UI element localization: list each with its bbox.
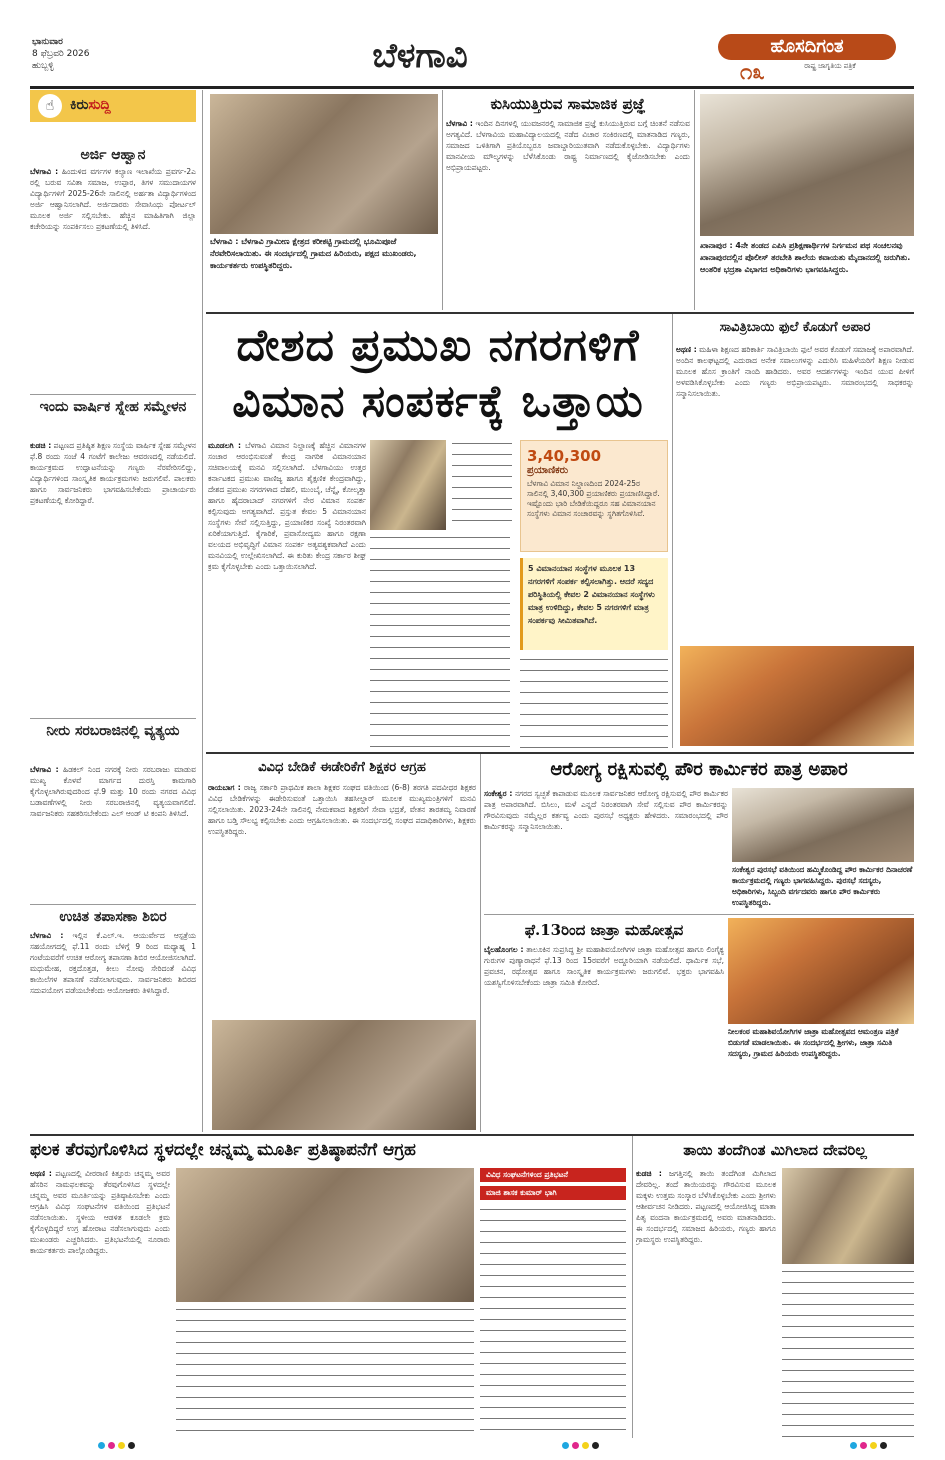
- brief-text: ಪಟ್ಟಣದ ಪ್ರತಿಷ್ಠಿತ ಶಿಕ್ಷಣ ಸಂಸ್ಥೆಯ ವಾರ್ಷಿಕ ಸ್ನೇಹ ಸಮ್ಮೇಳನ ಫೆ.8 ರಂದು ಸಂಜೆ 4 ಗಂಟೆಗೆ ಕಾಲೇಜು ಆವರಣದಲ್ಲಿ ನಡೆಯಲಿದೆ. ಕಾರ್ಯಕ್ರಮದ ಉದ್ಘಾಟನೆಯನ್ನು ಗಣ್ಯರು ನೆರವೇರಿಸಲಿದ್ದು, ವಿದ್ಯಾರ್ಥಿಗಳಿಂದ ಸಾಂಸ್ಕೃತಿಕ ಕಾರ್ಯಕ್ರಮಗಳು ಜರುಗಲಿವೆ. ಪಾಲಕರು ಹಾಗೂ ಸಾರ್ವಜನಿಕರು ಭಾಗವಹಿಸಬೇಕೆಂದು ಪ್ರಾಚಾರ್ಯರು ಪ್ರಕಟಣೆಯಲ್ಲಿ ಕೋರಿದ್ದಾರೆ.: [30, 441, 196, 505]
- page-number: ೧೩: [740, 60, 765, 85]
- dateline: ಅಥಣಿ :: [30, 1169, 52, 1178]
- kiru-label-a: ಕಿರು: [70, 97, 89, 113]
- brief-title: ನೀರು ಸರಬರಾಜಿನಲ್ಲಿ ವ್ಯತ್ಯಯ: [46, 723, 180, 739]
- photo-caption: ಖಾನಾಪುರ : 4ನೇ ತಂಡದ ಎಪಿಸಿ ಪ್ರಶಿಕ್ಷಣಾರ್ಥಿಗಳ ನಿರ್ಗಮನ ಪಥ ಸಂಚಲನವು ಖಾನಾಪುರದಲ್ಲಿನ ಪೊಲೀಸ್ ತರಬೇತಿ ಶಾಲೆಯ ಕವಾಯತು ಮೈದಾನದಲ್ಲಿ ಜರುಗಿತು. ಆಂತರಿಕ ಭದ್ರತಾ ವಿಭಾಗದ ಅಧಿಕಾರಿಗಳು ಭಾಗವಹಿಸಿದ್ದರು.: [700, 241, 911, 274]
- brief-body: [30, 764, 196, 900]
- print-registration-dots: [0, 1442, 945, 1452]
- divider: [30, 394, 196, 395]
- article-text: ತಾಲೂಕಿನ ಸುಪ್ರಸಿದ್ಧ ಶ್ರೀ ಮಹಾಶಿವಯೋಗಿಗಳ ಜಾತ್ರಾ ಮಹೋತ್ಸವ ಹಾಗೂ ಲಿಂಗೈಕ್ಯ ಗುರುಗಳ ಪುಣ್ಯಾರಾಧನೆ ಫೆ.13 ರಿಂದ 15ರವರೆಗೆ ಅದ್ದೂರಿಯಾಗಿ ನಡೆಯಲಿದೆ. ಧಾರ್ಮಿಕ ಸಭೆ, ಪ್ರವಚನ, ರಥೋತ್ಸವ ಹಾಗೂ ಸಾಂಸ್ಕೃತಿಕ ಕಾರ್ಯಕ್ರಮಗಳು ಜರುಗಲಿವೆ. ಭಕ್ತರು ಭಾಗವಹಿಸಿ ಯಶಸ್ವಿಗೊಳಿಸಬೇಕೆಂದು ಜಾತ್ರಾ ಸಮಿತಿ ಕೋರಿದೆ.: [484, 945, 724, 987]
- parents-event-photo: [782, 1168, 914, 1264]
- savitribai-event-photo: [680, 646, 914, 746]
- savitribai-headline: ಸಾವಿತ್ರಿಬಾಯಿ ಫುಲೆ ಕೊಡುಗೆ ಅಪಾರ: [719, 320, 871, 335]
- brief-body: [30, 440, 196, 714]
- brief-title: ಅರ್ಜಿ ಆಹ್ವಾನ: [80, 147, 146, 163]
- lead-body-col3: [520, 656, 668, 748]
- teachers-headline: ವಿವಿಧ ಬೇಡಿಕೆ ಈಡೇರಿಕೆಗೆ ಶಿಕ್ಷಕರ ಆಗ್ರಹ: [258, 760, 426, 775]
- teachers-memorandum-photo: [212, 1020, 476, 1130]
- dateline: ರಾಯಬಾಗ :: [208, 783, 241, 792]
- divider: [30, 904, 196, 905]
- lead-body-col2: [370, 534, 510, 748]
- brief-text: ಹಿಡಕಲ್ ನಿಂದ ನಗರಕ್ಕೆ ನೀರು ಸರಬರಾಜು ಮಾಡುವ ಮುಖ್ಯ ಕೊಳವೆ ಮಾರ್ಗದ ದುರಸ್ತಿ ಕಾಮಗಾರಿ ಕೈಗೊಳ್ಳಲಾಗಿರುವುದರಿಂದ ಫೆ.9 ಮತ್ತು 10 ರಂದು ನಗರದ ವಿವಿಧ ಬಡಾವಣೆಗಳಲ್ಲಿ ನೀರು ಸರಬರಾಜಿನಲ್ಲಿ ವ್ಯತ್ಯಯವಾಗಲಿದೆ. ಸಾರ್ವಜನಿಕರು ಸಹಕರಿಸಬೇಕೆಂದು ಎಲ್ ಆಂಡ್ ಟಿ ಕಂಪನಿ ತಿಳಿಸಿದೆ.: [30, 765, 196, 818]
- photo-caption: ಬೆಳಗಾವಿ : ಬೆಳಗಾವಿ ಗ್ರಾಮೀಣ ಕ್ಷೇತ್ರದ ಕರೀಕಟ್ಟಿ ಗ್ರಾಮದಲ್ಲಿ ಭೂಮಿಪೂಜೆ ನೆರವೇರಿಸಲಾಯಿತು. ಈ ಸಂದರ್ಭದಲ್ಲಿ ಗ್ರಾಮದ ಹಿರಿಯರು, ಪಕ್ಷದ ಮುಖಂಡರು, ಕಾರ್ಯಕರ್ತರು ಉಪಸ್ಥಿತರಿದ್ದರು.: [210, 237, 417, 270]
- column-rule: [480, 754, 481, 1132]
- lead-body-col1: [208, 440, 366, 748]
- dateline: ಬೈಲಹೊಂಗಲ :: [484, 945, 524, 954]
- lead-body-col2-top: [452, 440, 512, 530]
- section-rule: [30, 1134, 914, 1136]
- jatra-invitation-photo: [728, 918, 914, 1024]
- mugshot-photo: [370, 440, 446, 530]
- dateline: ಸಂಕೇಶ್ವರ :: [484, 789, 513, 798]
- article-text: ಜಗತ್ತಿನಲ್ಲಿ ತಾಯಿ ತಂದೆಗಿಂತ ಮಿಗಿಲಾದ ದೇವರಿಲ್ಲ. ತಂದೆ ತಾಯಿಯರನ್ನು ಗೌರವಿಸುವ ಮೂಲಕ ಮಕ್ಕಳು ಉತ್ತಮ ಸಂಸ್ಕಾರ ಬೆಳೆಸಿಕೊಳ್ಳಬೇಕು ಎಂದು ಶ್ರೀಗಳು ಆಶೀರ್ವಚನ ನೀಡಿದರು. ಪಟ್ಟಣದಲ್ಲಿ ಆಯೋಜಿಸಿದ್ದ ಮಾತಾ ಪಿತೃ ವಂದನಾ ಕಾರ್ಯಕ್ರಮದಲ್ಲಿ ಅವರು ಮಾತನಾಡಿದರು. ಈ ಸಂದರ್ಭದಲ್ಲಿ ಸಮಾಜದ ಹಿರಿಯರು, ಗಣ್ಯರು ಹಾಗೂ ಗ್ರಾಮಸ್ಥರು ಉಪಸ್ಥಿತರಿದ್ದರು.: [636, 1169, 776, 1244]
- workers-body: [484, 788, 728, 910]
- teachers-body: [208, 782, 476, 1016]
- chennamma-body-cont: [176, 1306, 474, 1438]
- savitribai-body: [676, 344, 914, 642]
- masthead-rule: [30, 86, 914, 89]
- jatra-body: [484, 944, 724, 1130]
- airline-highlight: 5 ವಿಮಾನಯಾನ ಸಂಸ್ಥೆಗಳ ಮೂಲಕ 13 ನಗರಗಳಿಗೆ ಸಂಪರ್ಕ ಕಲ್ಪಿಸಲಾಗಿತ್ತು. ಆದರೆ ಸದ್ಯದ ಪರಿಸ್ಥಿತಿಯಲ್ಲಿ ಕೇವಲ 2 ವಿಮಾನಯಾನ ಸಂಸ್ಥೆಗಳು ಮಾತ್ರ ಉಳಿದಿದ್ದು, ಕೇವಲ 5 ನಗರಗಳಿಗೆ ಮಾತ್ರ ಸಂಪರ್ಕವು ಸೀಮಿತವಾಗಿದೆ.: [528, 564, 655, 625]
- dateline: ಅಥಣಿ :: [676, 345, 697, 354]
- section-rule: [206, 752, 914, 754]
- photo-caption: ನೀಲಕಂಠ ಮಹಾಶಿವಯೋಗಿಗಳ ಜಾತ್ರಾ ಮಹೋತ್ಸವದ ಆಮಂತ್ರಣ ಪತ್ರಿಕೆ ಬಿಡುಗಡೆ ಮಾಡಲಾಯಿತು. ಈ ಸಂದರ್ಭದಲ್ಲಿ ಶ್ರೀಗಳು, ಜಾತ್ರಾ ಸಮಿತಿ ಸದಸ್ಯರು, ಗ್ರಾಮದ ಹಿರಿಯರು ಉಪಸ್ಥಿತರಿದ್ದರು.: [728, 1027, 899, 1058]
- passenger-stat-box: [520, 440, 668, 552]
- column-rule: [202, 90, 203, 1132]
- passenger-note: ಬೆಳಗಾವಿ ವಿಮಾನ ನಿಲ್ದಾಣದಿಂದ 2024-25ರ ಸಾಲಿನಲ್ಲಿ 3,40,300 ಪ್ರಯಾಣಿಕರು ಪ್ರಯಾಣಿಸಿದ್ದಾರೆ. ಇಷ್ಟೊಂದು ಭಾರಿ ಬೇಡಿಕೆಯಿದ್ದರೂ ಸಹ ವಿಮಾನಯಾನ ಸಂಸ್ಥೆಗಳು ವಿಮಾನ ಸಂಚಾರವನ್ನು ಸ್ಥಗಿತಗೊಳಿಸಿವೆ.: [527, 479, 660, 518]
- hand-pointer-icon: ☝: [38, 94, 62, 118]
- jatra-headline: ಫೆ.13ರಿಂದ ಜಾತ್ರಾ ಮಹೋತ್ಸವ: [524, 921, 684, 939]
- brief-title: ಇಂದು ವಾರ್ಷಿಕ ಸ್ನೇಹ ಸಮ್ಮೇಳನ: [39, 399, 187, 415]
- brief-title: ಉಚಿತ ತಪಾಸಣಾ ಶಿಬಿರ: [59, 909, 167, 925]
- dateline: ಕುಡಚಿ :: [636, 1169, 662, 1178]
- brief-dateline: ಬೆಳಗಾವಿ :: [30, 931, 64, 940]
- brief-dateline: ಕುಡಚಿ :: [30, 441, 52, 450]
- workers-headline: ಆರೋಗ್ಯ ರಕ್ಷಿಸುವಲ್ಲಿ ಪೌರ ಕಾರ್ಮಿಕರ ಪಾತ್ರ ಅಪಾರ: [550, 759, 848, 780]
- divider: [30, 718, 196, 719]
- kiru-suddi-banner: [30, 90, 196, 122]
- social-awareness-headline: ಕುಸಿಯುತ್ತಿರುವ ಸಾಮಾಜಿಕ ಪ್ರಜ್ಞೆ: [490, 95, 646, 113]
- column-rule: [632, 1136, 633, 1438]
- masthead-dateline: [32, 36, 162, 78]
- article-text: ಮಹಿಳಾ ಶಿಕ್ಷಣದ ಹರಿಕಾರ್ತಿ ಸಾವಿತ್ರಿಬಾಯಿ ಫುಲೆ ಅವರ ಕೊಡುಗೆ ಸಮಾಜಕ್ಕೆ ಅಪಾರವಾಗಿದೆ. ಅಂದಿನ ಕಾಲಘಟ್ಟದಲ್ಲಿ ಎದುರಾದ ಅನೇಕ ಸವಾಲುಗಳನ್ನು ಎದುರಿಸಿ ಮಹಿಳೆಯರಿಗೆ ಶಿಕ್ಷಣ ನೀಡುವ ಮೂಲಕ ಹೊಸ ಕ್ರಾಂತಿಗೆ ನಾಂದಿ ಹಾಡಿದರು. ಅವರ ಆದರ್ಶಗಳನ್ನು ಇಂದಿನ ಯುವ ಪೀಳಿಗೆ ಅಳವಡಿಸಿಕೊಳ್ಳಬೇಕು ಎಂದು ಗಣ್ಯರು ಅಭಿಪ್ರಾಯಪಟ್ಟರು. ಸಮಾರಂಭದಲ್ಲಿ ಸಾಧಕರನ್ನು ಸನ್ಮಾನಿಸಲಾಯಿತು.: [676, 345, 914, 398]
- article-text: ರಾಜ್ಯ ಸರ್ಕಾರಿ ಪ್ರಾಥಮಿಕ ಶಾಲಾ ಶಿಕ್ಷಕರ ಸಂಘದ ವತಿಯಿಂದ (6-8) ತರಗತಿ ಪದವೀಧರ ಶಿಕ್ಷಕರ ವಿವಿಧ ಬೇಡಿಕೆಗಳನ್ನು ಈಡೇರಿಸುವಂತೆ ಒತ್ತಾಯಿಸಿ ತಹಸೀಲ್ದಾರ್ ಮೂಲಕ ಮುಖ್ಯಮಂತ್ರಿಗಳಿಗೆ ಮನವಿ ಸಲ್ಲಿಸಲಾಯಿತು. 2023-24ನೇ ಸಾಲಿನಲ್ಲಿ ನೇಮಕವಾದ ಶಿಕ್ಷಕರಿಗೆ ಸೇವಾ ಭದ್ರತೆ, ವೇತನ ತಾರತಮ್ಯ ನಿವಾರಣೆ ಹಾಗೂ ಬಡ್ತಿ ಸೌಲಭ್ಯ ಕಲ್ಪಿಸಬೇಕು ಎಂದು ಆಗ್ರಹಿಸಲಾಯಿತು. ಈ ಸಂದರ್ಭದಲ್ಲಿ ಸಂಘದ ಪದಾಧಿಕಾರಿಗಳು, ಶಿಕ್ಷಕರು ಉಪಸ್ಥಿತರಿದ್ದರು.: [208, 783, 476, 836]
- masthead-edition: ಹುಬ್ಬಳ್ಳಿ: [32, 61, 54, 71]
- airline-highlight-box: [520, 558, 668, 650]
- masthead-day: ಭಾನುವಾರ: [32, 37, 63, 47]
- former-mla-tag: ಮಾಜಿ ಶಾಸಕ ಕುಮಾರ್ ಭಾಗಿ: [480, 1186, 626, 1200]
- brief-text: ಹಿಂದುಳಿದ ವರ್ಗಗಳ ಕಲ್ಯಾಣ ಇಲಾಖೆಯ ಪ್ರವರ್ಗ-2ಎ ರಲ್ಲಿ ಬರುವ ಸವಿತಾ ಸಮಾಜ, ಉಪ್ಪಾರ, ತಿಗಳ ಸಮುದಾಯಗಳ ವಿದ್ಯಾರ್ಥಿಗಳಿಗೆ 2025-26ನೇ ಸಾಲಿನಲ್ಲಿ ಅರ್ಹತಾ ವಿದ್ಯಾರ್ಥಿಗಳಿಂದ ಅರ್ಜಿ ಆಹ್ವಾನಿಸಲಾಗಿದೆ. ಅರ್ಜಿದಾರರು ಸೇವಾಸಿಂಧು ಪೋರ್ಟಲ್ ಮೂಲಕ ಅರ್ಜಿ ಸಲ್ಲಿಸಬೇಕು. ಹೆಚ್ಚಿನ ಮಾಹಿತಿಗಾಗಿ ಜಿಲ್ಲಾ ಕಚೇರಿಯನ್ನು ಸಂಪರ್ಕಿಸಲು ಪ್ರಕಟಣೆಯಲ್ಲಿ ತಿಳಿಸಿದೆ.: [30, 167, 196, 231]
- passenger-label: ಪ್ರಯಾಣಿಕರು: [527, 465, 569, 476]
- section-rule: [206, 312, 914, 314]
- brief-body: [30, 166, 196, 388]
- divider: [484, 914, 914, 915]
- dateline: ಬೆಳಗಾವಿ :: [446, 119, 473, 128]
- brand-logo: ಹೊಸದಿಗಂತ: [718, 34, 896, 60]
- parents-body-cont: [782, 1268, 914, 1438]
- brand-tagline: ರಾಷ್ಟ್ರ ಜಾಗೃತಿಯ ಪತ್ರಿಕೆ: [804, 62, 856, 70]
- brief-dateline: ಬೆಳಗಾವಿ :: [30, 765, 59, 774]
- article-text: ಪಟ್ಟಣದಲ್ಲಿ ವೀರರಾಣಿ ಕಿತ್ತೂರು ಚನ್ನಮ್ಮ ಅವರ ಹೆಸರಿನ ನಾಮಫಲಕವನ್ನು ತೆರವುಗೊಳಿಸಿದ ಸ್ಥಳದಲ್ಲೇ ಚನ್ನಮ್ಮ ಅವರ ಮೂರ್ತಿಯನ್ನು ಪ್ರತಿಷ್ಠಾಪಿಸಬೇಕು ಎಂದು ಆಗ್ರಹಿಸಿ ವಿವಿಧ ಸಂಘಟನೆಗಳ ವತಿಯಿಂದ ಪ್ರತಿಭಟನೆ ನಡೆಸಲಾಯಿತು. ಸ್ಥಳೀಯ ಆಡಳಿತ ಕೂಡಲೇ ಕ್ರಮ ಕೈಗೊಳ್ಳದಿದ್ದರೆ ಉಗ್ರ ಹೋರಾಟ ನಡೆಸಲಾಗುವುದು ಎಂದು ಮುಖಂಡರು ಎಚ್ಚರಿಸಿದರು. ಪ್ರತಿಭಟನೆಯಲ್ಲಿ ನೂರಾರು ಕಾರ್ಯಕರ್ತರು ಪಾಲ್ಗೊಂಡಿದ್ದರು.: [30, 1169, 170, 1255]
- column-rule: [694, 90, 695, 310]
- chennamma-protest-photo: [176, 1168, 474, 1302]
- brief-dateline: ಬೆಳಗಾವಿ :: [30, 167, 59, 176]
- lead-text: ಬೆಳಗಾವಿ ವಿಮಾನ ನಿಲ್ದಾಣಕ್ಕೆ ಹೆಚ್ಚಿನ ವಿಮಾನಗಳ ಸಂಚಾರ ಆರಂಭಿಸುವಂತೆ ಕೇಂದ್ರ ನಾಗರಿಕ ವಿಮಾನಯಾನ ಸಚಿವಾಲಯಕ್ಕೆ ಮನವಿ ಸಲ್ಲಿಸಲಾಗಿದೆ. ಬೆಳಗಾವಿಯು ಉತ್ತರ ಕರ್ನಾಟಕದ ಪ್ರಮುಖ ವಾಣಿಜ್ಯ ಹಾಗೂ ಶೈಕ್ಷಣಿಕ ಕೇಂದ್ರವಾಗಿದ್ದು, ದೇಶದ ಪ್ರಮುಖ ನಗರಗಳಾದ ದೆಹಲಿ, ಮುಂಬೈ, ಚೆನ್ನೈ, ಕೋಲ್ಕತ್ತಾ ಹಾಗೂ ಹೈದರಾಬಾದ್ ನಗರಗಳಿಗೆ ನೇರ ವಿಮಾನ ಸಂಪರ್ಕ ಕಲ್ಪಿಸುವುದು ಅಗತ್ಯವಾಗಿದೆ. ಪ್ರಸ್ತುತ ಕೇವಲ 5 ವಿಮಾನಯಾನ ಸಂಸ್ಥೆಗಳು ಸೇವೆ ಸಲ್ಲಿಸುತ್ತಿದ್ದು, ಪ್ರಯಾಣಿಕರ ಸಂಖ್ಯೆ ನಿರಂತರವಾಗಿ ಏರಿಕೆಯಾಗುತ್ತಿದೆ. ಕೈಗಾರಿಕೆ, ಪ್ರವಾಸೋದ್ಯಮ ಹಾಗೂ ರಕ್ಷಣಾ ವಲಯದ ಅಭಿವೃದ್ಧಿಗೆ ವಿಮಾನ ಸಂಪರ್ಕ ಅತ್ಯವಶ್ಯಕವಾಗಿದೆ ಎಂದು ಮನವಿಯಲ್ಲಿ ಉಲ್ಲೇಖಿಸಲಾಗಿದೆ. ಈ ಕುರಿತು ಕೇಂದ್ರ ಸರ್ಕಾರ ಶೀಘ್ರ ಕ್ರಮ ಕೈಗೊಳ್ಳಬೇಕು ಎಂದು ಒತ್ತಾಯಿಸಲಾಗಿದೆ.: [208, 441, 366, 571]
- chennamma-headline: ಫಲಕ ತೆರವುಗೊಳಿಸಿದ ಸ್ಥಳದಲ್ಲೇ ಚನ್ನಮ್ಮ ಮೂರ್ತಿ ಪ್ರತಿಷ್ಠಾಪನೆಗೆ ಆಗ್ರಹ: [30, 1140, 416, 1160]
- article-text: ನಗರದ ಸ್ವಚ್ಛತೆ ಕಾಪಾಡುವ ಮೂಲಕ ಸಾರ್ವಜನಿಕರ ಆರೋಗ್ಯ ರಕ್ಷಿಸುವಲ್ಲಿ ಪೌರ ಕಾರ್ಮಿಕರ ಪಾತ್ರ ಅಪಾರವಾಗಿದೆ. ಬಿಸಿಲು, ಮಳೆ ಎನ್ನದೆ ನಿರಂತರವಾಗಿ ಸೇವೆ ಸಲ್ಲಿಸುವ ಪೌರ ಕಾರ್ಮಿಕರನ್ನು ಗೌರವಿಸುವುದು ನಮ್ಮೆಲ್ಲರ ಕರ್ತವ್ಯ ಎಂದು ಪುರಸಭೆ ಅಧ್ಯಕ್ಷರು ಹೇಳಿದರು. ಸಮಾರಂಭದಲ್ಲಿ ಪೌರ ಕಾರ್ಮಿಕರನ್ನು ಸನ್ಮಾನಿಸಲಾಯಿತು.: [484, 789, 728, 831]
- column-rule: [442, 90, 443, 310]
- masthead-date: 8 ಫೆಬ್ರವರಿ 2026: [32, 49, 90, 59]
- police-parade-photo: [700, 94, 914, 236]
- parents-headline: ತಾಯಿ ತಂದೆಗಿಂತ ಮಿಗಿಲಾದ ದೇವರಿಲ್ಲ: [683, 1141, 867, 1159]
- brief-text: ಇಲ್ಲಿನ ಕೆ.ಎಲ್.ಇ. ಆಯುರ್ವೇದ ಆಸ್ಪತ್ರೆಯ ಸಹಯೋಗದಲ್ಲಿ ಫೆ.11 ರಂದು ಬೆಳಿಗ್ಗೆ 9 ರಿಂದ ಮಧ್ಯಾಹ್ನ 1 ಗಂಟೆಯವರೆಗೆ ಉಚಿತ ಆರೋಗ್ಯ ತಪಾಸಣಾ ಶಿಬಿರ ಆಯೋಜಿಸಲಾಗಿದೆ. ಮಧುಮೇಹ, ರಕ್ತದೊತ್ತಡ, ಕೀಲು ನೋವು ಸೇರಿದಂತೆ ವಿವಿಧ ಕಾಯಿಲೆಗಳ ತಪಾಸಣೆ ನಡೆಸಲಾಗುವುದು. ಸಾರ್ವಜನಿಕರು ಶಿಬಿರದ ಸದುಪಯೋಗ ಪಡೆಯಬೇಕೆಂದು ಆಯೋಜಕರು ತಿಳಿಸಿದ್ದಾರೆ.: [30, 931, 196, 995]
- column-rule: [672, 314, 673, 748]
- bhoomi-pooja-photo: [210, 94, 438, 234]
- social-awareness-body: [446, 118, 690, 310]
- parents-body: [636, 1168, 776, 1438]
- protest-tag: ವಿವಿಧ ಸಂಘಟನೆಗಳಿಂದ ಪ್ರತಿಭಟನೆ: [480, 1168, 626, 1182]
- chennamma-body-col3: [480, 1206, 626, 1438]
- dateline: ಮೂಡಲಗಿ :: [208, 441, 242, 450]
- brief-body: [30, 930, 196, 1130]
- workers-event-photo: [732, 788, 914, 862]
- chennamma-body: [30, 1168, 170, 1438]
- article-text: ಇಂದಿನ ದಿನಗಳಲ್ಲಿ ಯುವಜನರಲ್ಲಿ ಸಾಮಾಜಿಕ ಪ್ರಜ್ಞೆ ಕುಸಿಯುತ್ತಿರುವ ಬಗ್ಗೆ ಚಿಂತನೆ ನಡೆಸುವ ಅಗತ್ಯವಿದೆ. ಬೆಳಗಾವಿಯ ಮಹಾವಿದ್ಯಾಲಯದಲ್ಲಿ ನಡೆದ ವಿಚಾರ ಸಂಕಿರಣದಲ್ಲಿ ಮಾತನಾಡಿದ ಗಣ್ಯರು, ಸಮಾಜದ ಒಳಿತಿಗಾಗಿ ಪ್ರತಿಯೊಬ್ಬರೂ ಜವಾಬ್ದಾರಿಯುತವಾಗಿ ನಡೆದುಕೊಳ್ಳಬೇಕು. ವಿದ್ಯಾರ್ಥಿಗಳು ಮಾನವೀಯ ಮೌಲ್ಯಗಳನ್ನು ಬೆಳೆಸಿಕೊಂಡು ರಾಷ್ಟ್ರ ನಿರ್ಮಾಣದಲ್ಲಿ ಕೈಜೋಡಿಸಬೇಕು ಎಂದು ಅಭಿಪ್ರಾಯಪಟ್ಟರು.: [446, 119, 690, 172]
- passenger-count: 3,40,300: [527, 447, 602, 465]
- kiru-suddi-label: [70, 97, 111, 113]
- kiru-label-b: ಸುದ್ದಿ: [88, 97, 111, 113]
- photo-caption: ಸಂಕೇಶ್ವರ ಪುರಸಭೆ ವತಿಯಿಂದ ಹಮ್ಮಿಕೊಂಡಿದ್ದ ಪೌರ ಕಾರ್ಮಿಕರ ದಿನಾಚರಣೆ ಕಾರ್ಯಕ್ರಮದಲ್ಲಿ ಗಣ್ಯರು ಭಾಗವಹಿಸಿದ್ದರು. ಪುರಸಭೆ ಸದಸ್ಯರು, ಅಧಿಕಾರಿಗಳು, ಸಿಬ್ಬಂದಿ ವರ್ಗದವರು ಹಾಗೂ ಪೌರ ಕಾರ್ಮಿಕರು ಉಪಸ್ಥಿತರಿದ್ದರು.: [732, 865, 913, 907]
- section-title: ಬೆಳಗಾವಿ: [372, 36, 468, 76]
- lead-headline: ದೇಶದ ಪ್ರಮುಖ ನಗರಗಳಿಗೆ ವಿಮಾನ ಸಂಪರ್ಕಕ್ಕೆ ಒತ್ತಾಯ: [232, 320, 644, 427]
